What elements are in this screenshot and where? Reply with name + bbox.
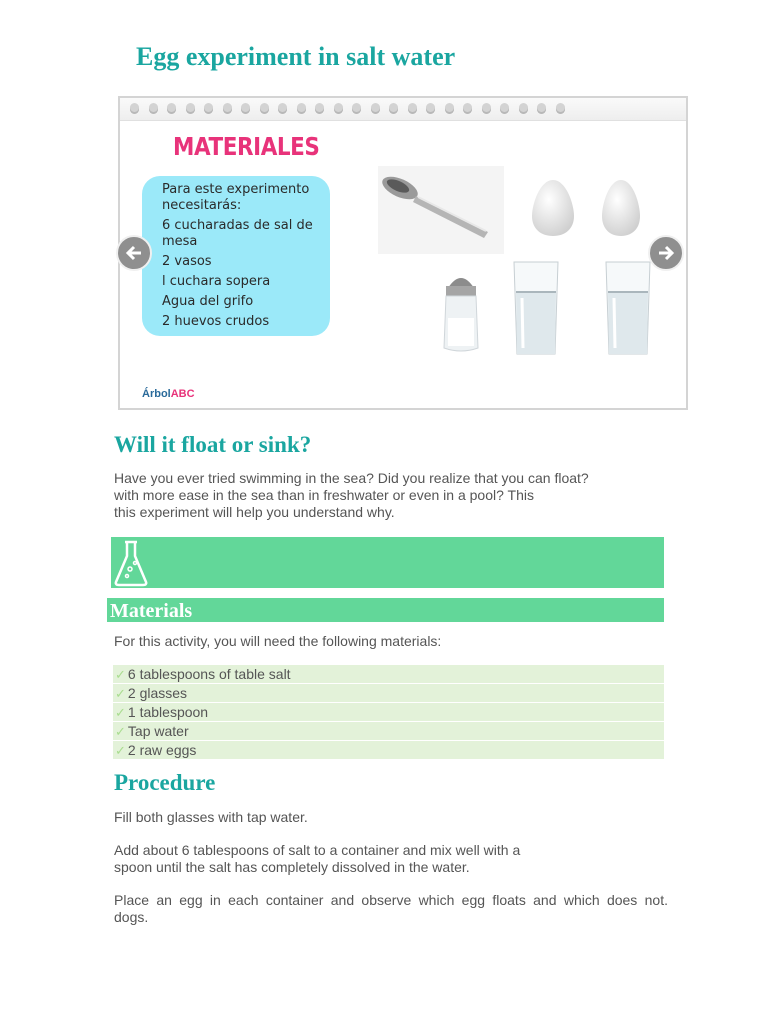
arrow-right-icon (657, 244, 675, 262)
procedure-step-line: Place an egg in each container and observe which egg floats and which does not. (114, 892, 668, 908)
procedure-step-line: Add about 6 tablespoons of salt to a container and mix well with a (114, 842, 521, 858)
notebook-ring (426, 103, 435, 114)
notebook-ring (130, 103, 139, 114)
notebook-ring (500, 103, 509, 114)
glass-image (510, 258, 562, 358)
brand-suffix: ABC (170, 388, 195, 400)
salt-shaker-image (438, 268, 484, 354)
slide-heading: MATERIALES (173, 132, 320, 161)
checklist-item (113, 703, 664, 721)
notebook-ring (482, 103, 491, 114)
notebook-ring (204, 103, 213, 114)
checklist-item (113, 665, 664, 683)
materials-intro: For this activity, you will need the following materials: (114, 633, 442, 649)
materials-heading: Materials (110, 600, 193, 622)
notebook-ring (371, 103, 380, 114)
check-icon: ✓ (115, 743, 126, 758)
float-heading: Will it float or sink? (114, 432, 312, 457)
notebook-ring (278, 103, 287, 114)
slide-materials-list (162, 218, 332, 334)
procedure-step-line: spoon until the salt has completely dissolved in the water. (114, 859, 470, 875)
procedure-heading: Procedure (114, 770, 216, 795)
check-icon: ✓ (115, 724, 126, 739)
slide-item: l cuchara sopera (162, 274, 271, 289)
procedure-step-line: dogs. (114, 909, 149, 925)
check-icon: ✓ (115, 686, 126, 701)
notebook-rings (120, 98, 686, 121)
checklist-item-label: Tap water (127, 723, 189, 739)
check-icon: ✓ (115, 705, 126, 720)
float-paragraph-line: Have you ever tried swimming in the sea? Did you realize that you can float? (114, 470, 589, 486)
brand-prefix: Árbol (142, 388, 171, 400)
notebook-ring (315, 103, 324, 114)
brand-logo (142, 388, 195, 400)
page-title: Egg experiment in salt water (136, 42, 456, 71)
check-icon: ✓ (115, 667, 126, 682)
slide-item: 2 huevos crudos (162, 314, 270, 329)
slide-item: Agua del grifo (162, 294, 254, 309)
materials-slide (118, 96, 688, 410)
notebook-ring (149, 103, 158, 114)
carousel-next-button[interactable] (648, 235, 684, 271)
materials-checklist (113, 665, 664, 760)
checklist-item (113, 722, 664, 740)
notebook-ring (556, 103, 565, 114)
float-paragraph-line: with more ease in the sea than in freshwater or even in a pool? This (114, 487, 534, 503)
checklist-item (113, 684, 664, 702)
procedure-step: Fill both glasses with tap water. (114, 809, 308, 825)
notebook-ring (186, 103, 195, 114)
notebook-ring (463, 103, 472, 114)
arrow-left-icon (125, 244, 143, 262)
checklist-item-label: 2 raw eggs (127, 742, 197, 758)
glass-image (602, 258, 654, 358)
notebook-ring (537, 103, 546, 114)
notebook-ring (352, 103, 361, 114)
notebook-ring (519, 103, 528, 114)
notebook-ring (389, 103, 398, 114)
egg-image (600, 178, 642, 238)
section-banner (111, 537, 664, 588)
egg-image (530, 178, 576, 238)
slide-item: 2 vasos (162, 254, 212, 269)
notebook-ring (260, 103, 269, 114)
notebook-ring (297, 103, 306, 114)
slide-materials-box (142, 176, 330, 336)
flask-icon (113, 539, 149, 587)
checklist-item-label: 2 glasses (127, 685, 188, 701)
notebook-ring (223, 103, 232, 114)
checklist-item-label: 6 tablespoons of table salt (127, 666, 291, 682)
notebook-ring (408, 103, 417, 114)
notebook-ring (334, 103, 343, 114)
checklist-item-label: 1 tablespoon (127, 704, 209, 720)
notebook-ring (445, 103, 454, 114)
spoon-image (378, 166, 504, 254)
checklist-item (113, 741, 664, 759)
float-paragraph-line: this experiment will help you understand why. (114, 504, 395, 520)
notebook-ring (167, 103, 176, 114)
slide-intro: Para este experimento necesitarás: (162, 182, 310, 213)
notebook-ring (241, 103, 250, 114)
carousel-prev-button[interactable] (116, 235, 152, 271)
slide-item: 6 cucharadas de sal de mesa (162, 218, 313, 249)
